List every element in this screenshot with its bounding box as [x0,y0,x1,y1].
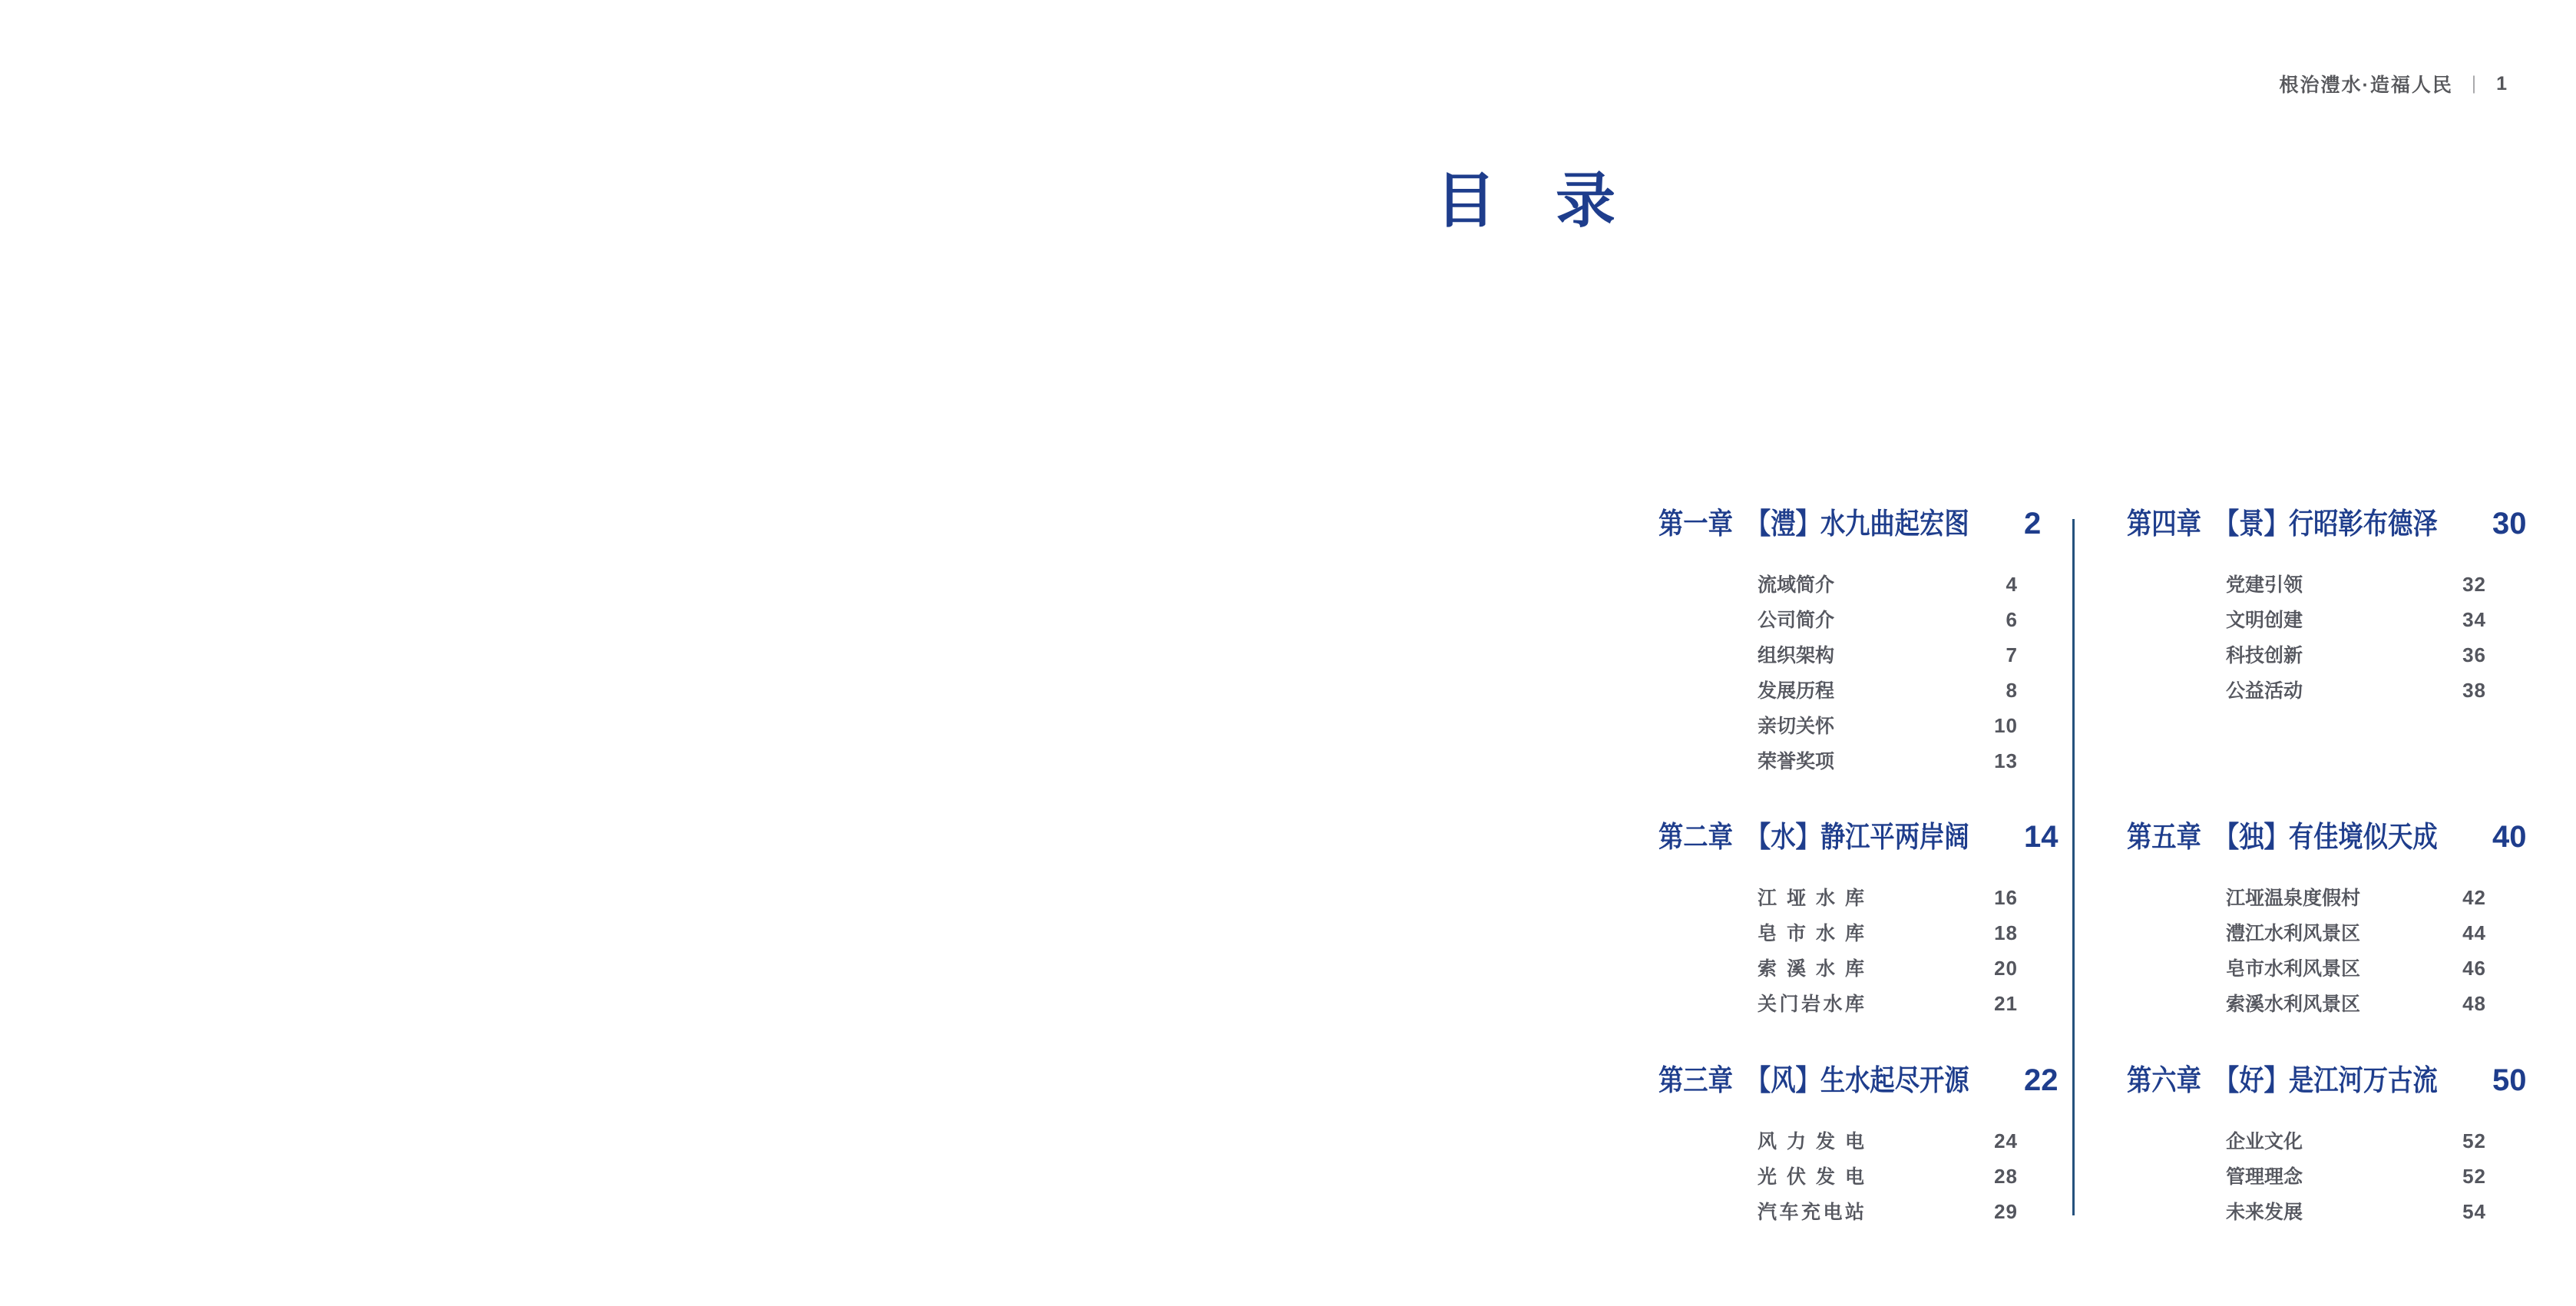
entry-page-number: 13 [1994,749,2018,772]
chapter-4-heading [2127,507,2527,541]
entry-page-number: 44 [2462,921,2486,944]
chapter-label: 第四章 [2127,508,2201,541]
toc-entry [1758,567,2018,603]
entry-title: 江垭温泉度假村 [2226,888,2361,909]
chapter-1-items [1658,567,2018,779]
entry-page-number: 32 [2462,573,2486,596]
entry-title: 企业文化 [2226,1131,2303,1152]
chapter-4-title [2127,508,2438,541]
toc-entry [1758,603,2018,638]
entry-title: 亲切关怀 [1758,716,1835,737]
entry-page-number: 52 [2462,1129,2486,1152]
entry-title: 皂市水利风景区 [2226,958,2361,980]
toc-entry [2226,916,2486,951]
header-page-number: 1 [2496,72,2508,94]
entry-page-number: 16 [1994,886,2018,909]
entry-title: 公益活动 [2226,680,2303,702]
chapter-label: 第二章 [1658,822,1733,854]
entry-page-number: 46 [2462,957,2486,980]
chapter-2-items [1658,881,2018,1022]
chapter-1-title [1658,508,1969,541]
toc-entry [1758,1124,2018,1159]
entry-page-number: 36 [2462,643,2486,666]
entry-page-number: 42 [2462,886,2486,909]
entry-title: 管理理念 [2226,1166,2303,1188]
entry-title: 组织架构 [1758,645,1835,666]
chapter-page-number: 22 [2024,1063,2058,1097]
chapter-3-items [1658,1124,2018,1230]
entry-page-number: 6 [2006,608,2018,631]
entry-title: 党建引领 [2226,574,2303,596]
chapter-3-heading [1658,1063,2058,1098]
chapter-label: 第六章 [2127,1065,2201,1097]
chapter-5-section [2127,820,2527,1022]
toc-entry [2226,1159,2486,1195]
toc-entry [1758,916,2018,951]
toc-entry [1758,1195,2018,1230]
entry-page-number: 8 [2006,679,2018,702]
entry-title: 澧江水利风景区 [2226,923,2361,944]
chapter-page-number: 40 [2492,820,2527,854]
entry-title: 索溪水库 [1758,958,1864,980]
chapter-4-items [2127,567,2486,709]
chapter-1-heading [1658,507,2042,541]
chapter-page-number: 2 [2024,507,2042,541]
chapter-name: 【风】生水起尽开源 [1745,1065,1969,1097]
entry-title: 荣誉奖项 [1758,751,1835,772]
entry-page-number: 10 [1994,714,2018,737]
toc-entry [1758,709,2018,744]
entry-title: 索溪水利风景区 [2226,994,2361,1015]
entry-page-number: 29 [1994,1200,2018,1223]
entry-title: 公司简介 [1758,610,1835,631]
entry-page-number: 18 [1994,921,2018,944]
entry-title: 风力发电 [1758,1131,1864,1152]
toc-entry [1758,987,2018,1022]
toc-entry [2226,603,2486,638]
entry-page-number: 52 [2462,1165,2486,1188]
toc-entry [1758,881,2018,916]
chapter-1-section [1658,507,2042,779]
toc-entry [2226,567,2486,603]
chapter-6-heading [2127,1063,2527,1098]
chapter-name: 【好】是江河万古流 [2214,1065,2438,1097]
chapter-name: 【独】有佳境似天成 [2214,822,2438,854]
toc-entry [2226,638,2486,673]
chapter-2-section [1658,820,2058,1022]
chapter-5-heading [2127,820,2527,855]
toc-entry [1758,744,2018,779]
entry-page-number: 20 [1994,957,2018,980]
chapter-page-number: 14 [2024,820,2058,854]
entry-page-number: 28 [1994,1165,2018,1188]
entry-title: 关门岩水库 [1758,994,1864,1015]
entry-title: 科技创新 [2226,645,2303,666]
chapter-name: 【水】静江平两岸阔 [1745,822,1969,854]
toc-entry [1758,638,2018,673]
chapter-6-items [2127,1124,2486,1230]
entry-page-number: 34 [2462,608,2486,631]
entry-page-number: 21 [1994,992,2018,1015]
entry-title: 发展历程 [1758,680,1835,702]
chapter-label: 第五章 [2127,822,2201,854]
entry-title: 文明创建 [2226,610,2303,631]
toc-entry [2226,987,2486,1022]
toc-entry [1758,673,2018,709]
entry-title: 未来发展 [2226,1202,2303,1223]
chapter-2-title [1658,821,1969,855]
toc-entry [2226,881,2486,916]
chapter-label: 第一章 [1658,508,1733,541]
entry-page-number: 38 [2462,679,2486,702]
entry-title: 汽车充电站 [1758,1202,1864,1223]
toc-entry [1758,951,2018,987]
chapter-page-number: 50 [2492,1063,2527,1097]
entry-title: 流域简介 [1758,574,1835,596]
chapter-5-items [2127,881,2486,1022]
chapter-6-title [2127,1064,2438,1098]
column-divider [2072,519,2075,1215]
page-title: 目 录 [1436,167,1616,234]
entry-title: 江垭水库 [1758,888,1864,909]
chapter-label: 第三章 [1658,1065,1733,1097]
entry-page-number: 54 [2462,1200,2486,1223]
entry-title: 皂市水库 [1758,923,1864,944]
toc-entry [2226,951,2486,987]
toc-entry [2226,673,2486,709]
entry-page-number: 48 [2462,992,2486,1015]
toc-entry [2226,1124,2486,1159]
chapter-3-section [1658,1063,2058,1230]
chapter-name: 【景】行昭彰布德泽 [2214,508,2438,541]
header-separator: | [2471,72,2478,94]
entry-page-number: 24 [1994,1129,2018,1152]
toc-entry [2226,1195,2486,1230]
toc-entry [1758,1159,2018,1195]
header-brand-text: 根治澧水·造福人民 [2279,74,2453,96]
chapter-2-heading [1658,820,2058,855]
page-header [2280,70,2508,98]
chapter-6-section [2127,1063,2527,1230]
chapter-page-number: 30 [2492,507,2527,541]
entry-title: 光伏发电 [1758,1166,1864,1188]
entry-page-number: 7 [2006,643,2018,666]
chapter-5-title [2127,821,2438,855]
chapter-name: 【澧】水九曲起宏图 [1745,508,1969,541]
entry-page-number: 4 [2006,573,2018,596]
chapter-4-section [2127,507,2527,709]
chapter-3-title [1658,1064,1969,1098]
